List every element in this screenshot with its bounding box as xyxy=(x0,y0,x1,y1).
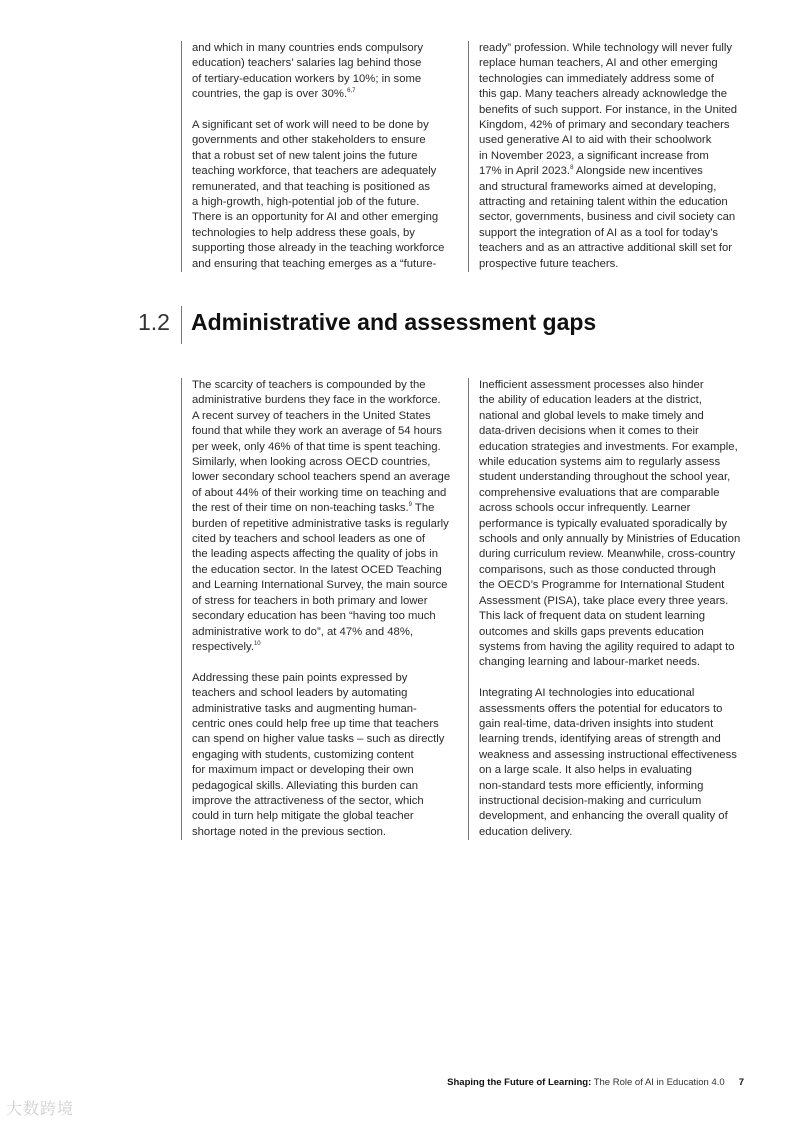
footnote-ref: 6,7 xyxy=(347,88,356,95)
paragraph xyxy=(479,686,759,840)
text-line: and which in many countries ends compulsory xyxy=(192,42,424,54)
text-line: weakness and assessing instructional effectiveness xyxy=(479,748,737,761)
column-top-left xyxy=(181,41,460,272)
page-number: 7 xyxy=(738,1077,744,1088)
text-line: comparisons, such as those conducted through xyxy=(479,563,716,576)
text-line: this gap. Many teachers already acknowledge the xyxy=(479,88,728,101)
text-line: performance is typically evaluated sporadically by xyxy=(479,517,728,530)
text-line: used generative AI to aid with their schoolwork xyxy=(479,134,712,147)
text-line xyxy=(192,501,460,516)
section-number: 1.2 xyxy=(138,309,170,335)
text-line: support the integration of AI as a tool for today’s xyxy=(479,226,719,239)
text-line: A significant set of work will need to be done by xyxy=(192,119,429,132)
text-line: replace human teachers, AI and other emerging xyxy=(479,57,718,70)
text-line: the education sector. In the latest OCED Teaching xyxy=(192,563,442,576)
text-line: could in turn help mitigate the global teacher xyxy=(192,810,414,823)
text-line: that a robust set of new talent joins the future xyxy=(192,149,418,162)
text-line: Assessment (PISA), take place every three years. xyxy=(479,594,729,607)
text-line: data-driven decisions when it comes to their xyxy=(479,425,699,438)
text-line: pedagogical skills. Alleviating this burden can xyxy=(192,779,419,792)
text-line: governments and other stakeholders to ensure xyxy=(192,134,426,147)
text-line: the leading aspects affecting the quality of jobs in xyxy=(192,548,438,561)
text-line: development, and enhancing the overall quality of xyxy=(479,810,728,823)
text-line: cited by teachers and school leaders as one of xyxy=(192,533,425,546)
text-line: administrative tasks and augmenting human- xyxy=(192,702,417,715)
text-line xyxy=(192,87,460,102)
text-line: The scarcity of teachers is compounded by the xyxy=(192,379,426,391)
text-line: teaching workforce, that teachers are adequately xyxy=(192,165,437,178)
text-line: There is an opportunity for AI and other emerging xyxy=(192,211,439,224)
text-line: learning trends, identifying areas of strength and xyxy=(479,733,721,746)
text-line: education strategies and investments. For example, xyxy=(479,440,738,453)
text-line: instructional decision-making and curriculum xyxy=(479,794,702,807)
text-line: in November 2023, a significant increase from xyxy=(479,149,709,162)
section-divider xyxy=(181,306,182,344)
paragraph xyxy=(479,41,759,272)
page-footer xyxy=(447,1077,744,1088)
text-line: remunerated, and that teaching is positioned as xyxy=(192,180,431,193)
text-line: secondary education has been “having too much xyxy=(192,610,436,623)
text-line: on a large scale. It also helps in evaluating xyxy=(479,764,692,777)
text-line: for maximum impact or developing their own xyxy=(192,764,414,777)
text-line: student understanding throughout the school year, xyxy=(479,471,731,484)
text: respectively. xyxy=(192,640,254,653)
text-line: administrative burdens they face in the workforce. xyxy=(192,394,441,407)
text-line: of stress for teachers in both primary and lower xyxy=(192,594,428,607)
text-line xyxy=(479,164,759,179)
text-line: and ensuring that teaching emerges as a “future- xyxy=(192,257,437,270)
text-line: and Learning International Survey, the main source xyxy=(192,579,448,592)
text-line: administrative work to do”, at 47% and 48%, xyxy=(192,625,414,638)
text-line: education delivery. xyxy=(479,825,573,838)
column-bottom-left xyxy=(181,378,460,840)
column-top-right xyxy=(468,41,759,272)
text-line: and structural frameworks aimed at developing, xyxy=(479,180,717,193)
text-line: engaging with students, customizing content xyxy=(192,748,414,761)
text-line: shortage noted in the previous section. xyxy=(192,825,387,838)
text-line: a high-growth, high-potential job of the future. xyxy=(192,196,420,209)
paragraph xyxy=(192,378,460,655)
text-line xyxy=(192,640,460,655)
text-line: Inefficient assessment processes also hinder xyxy=(479,379,704,391)
paragraph xyxy=(192,118,460,272)
text-line: teachers and as an attractive additional skill set for xyxy=(479,242,733,255)
text-line: Kingdom, 42% of primary and secondary teachers xyxy=(479,119,730,132)
text-line: prospective future teachers. xyxy=(479,257,619,270)
text-line: ready” profession. While technology will never fully xyxy=(479,42,733,54)
text-line: Similarly, when looking across OECD countries, xyxy=(192,456,431,469)
text-line: non-standard tests more efficiently, informing xyxy=(479,779,704,792)
text: the rest of their time on non-teaching tasks. xyxy=(192,502,409,515)
text-line: of about 44% of their working time on teaching and xyxy=(192,486,447,499)
paragraph xyxy=(479,378,759,671)
text-line: benefits of such support. For instance, in the United xyxy=(479,103,738,116)
text-line: education) teachers’ salaries lag behind those xyxy=(192,57,422,70)
text-line: found that while they work an average of 54 hours xyxy=(192,425,442,438)
text-line: This lack of frequent data on student learning xyxy=(479,610,706,623)
text-line: across schools occur infrequently. Learner xyxy=(479,502,691,515)
column-bottom-right xyxy=(468,378,759,840)
text-line: schools and only annually by Ministries of Education xyxy=(479,533,741,546)
text-line: national and global levels to make timely and xyxy=(479,409,704,422)
text-line: assessments offers the potential for educators to xyxy=(479,702,723,715)
footnote-ref: 10 xyxy=(253,640,261,647)
text-line: technologies to help address these goals, by xyxy=(192,226,415,239)
text-line: sector, governments, business and civil society can xyxy=(479,211,736,224)
text-line: per week, only 46% of that time is spent teaching. xyxy=(192,440,441,453)
footer-title-rest: The Role of AI in Education 4.0 xyxy=(591,1077,725,1088)
text-line: the OECD’s Programme for International Student xyxy=(479,579,725,592)
text-line: burden of repetitive administrative tasks is regularly xyxy=(192,517,449,530)
footnote-ref: 9 xyxy=(408,502,412,509)
text-line: outcomes and skills gaps prevents education xyxy=(479,625,704,638)
text-line: the ability of education leaders at the district, xyxy=(479,394,702,407)
paragraph xyxy=(192,671,460,840)
text: countries, the gap is over 30%. xyxy=(192,88,348,101)
footnote-ref: 8 xyxy=(570,165,574,172)
text-line: can spend on higher value tasks – such as directly xyxy=(192,733,445,746)
text-line: comprehensive evaluations that are comparable xyxy=(479,486,720,499)
section-title: Administrative and assessment gaps xyxy=(191,309,597,335)
footer-title-bold: Shaping the Future of Learning: xyxy=(447,1077,592,1088)
text-line: changing learning and labour-market needs. xyxy=(479,656,701,669)
watermark-logo: 大数跨境 xyxy=(6,1101,75,1118)
text-line: teachers and school leaders by automating xyxy=(192,687,408,700)
text-line: during curriculum review. Meanwhile, cross-country xyxy=(479,548,736,561)
text-line: of tertiary-education workers by 10%; in some xyxy=(192,72,422,85)
text: The xyxy=(411,502,435,515)
text: Alongside new incentives xyxy=(573,165,703,178)
text-line: supporting those already in the teaching workforce xyxy=(192,242,445,255)
text-line: Addressing these pain points expressed by xyxy=(192,671,408,684)
text-line: while education systems aim to regularly assess xyxy=(479,456,721,469)
text: 17% in April 2023. xyxy=(479,165,571,178)
text-line: lower secondary school teachers spend an average xyxy=(192,471,451,484)
text-line: technologies can immediately address some of xyxy=(479,72,714,85)
text-line: centric ones could help free up time that teachers xyxy=(192,717,439,730)
text-line: Integrating AI technologies into educational xyxy=(479,687,695,700)
text-line: gain real-time, data-driven insights into student xyxy=(479,717,714,730)
text-line: A recent survey of teachers in the United States xyxy=(192,409,431,422)
paragraph xyxy=(192,41,460,103)
text-line: attracting and retaining talent within the education xyxy=(479,196,728,209)
text-line: systems from having the agility required to adapt to xyxy=(479,640,735,653)
text-line: improve the attractiveness of the sector, which xyxy=(192,794,424,807)
